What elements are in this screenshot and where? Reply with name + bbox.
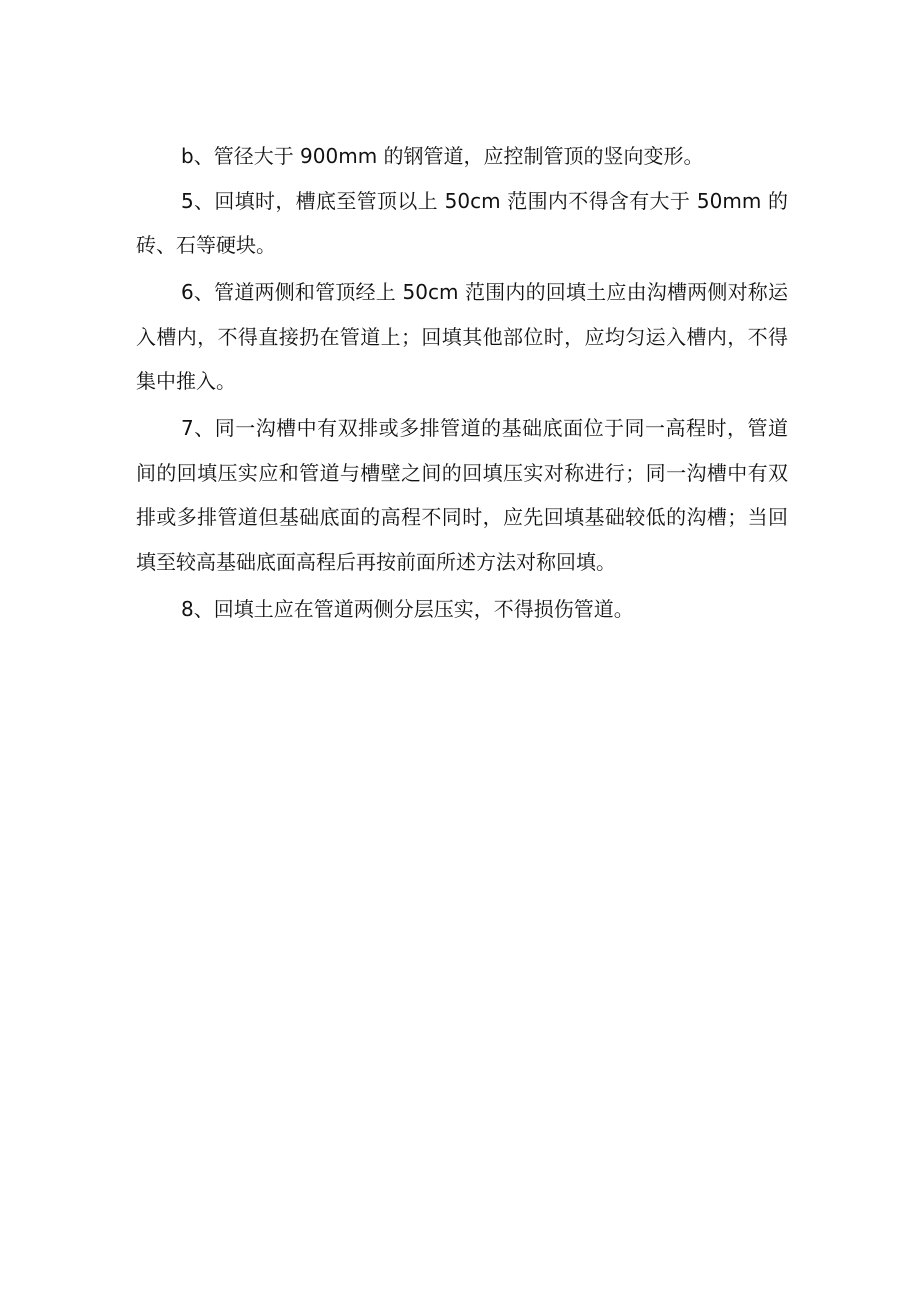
paragraph-5: 5、回填时，槽底至管顶以上 50cm 范围内不得含有大于 50mm 的砖、石等硬块。 [136, 188, 788, 257]
paragraph-b: b、管径大于 900mm 的钢管道，应控制管顶的竖向变形。 [181, 144, 704, 168]
document-body [136, 134, 788, 634]
paragraph-6: 6、管道两侧和管顶经上 50cm 范围内的回填土应由沟槽两侧对称运入槽内，不得直接扔在管道上；回填其他部位时，应均匀运入槽内，不得集中推入。 [136, 280, 788, 393]
paragraph-8: 8、回填土应在管道两侧分层压实，不得损伤管道。 [181, 596, 634, 621]
paragraph-7: 7、同一沟槽中有双排或多排管道的基础底面位于同一高程时，管道间的回填压实应和管道与槽壁之间的回填压实对称进行；同一沟槽中有双排或多排管道但基础底面的高程不同时，应先回填基础较低的沟槽；当回填至较高基础底面高程后再按前面所述方法对称回填。 [136, 416, 788, 574]
